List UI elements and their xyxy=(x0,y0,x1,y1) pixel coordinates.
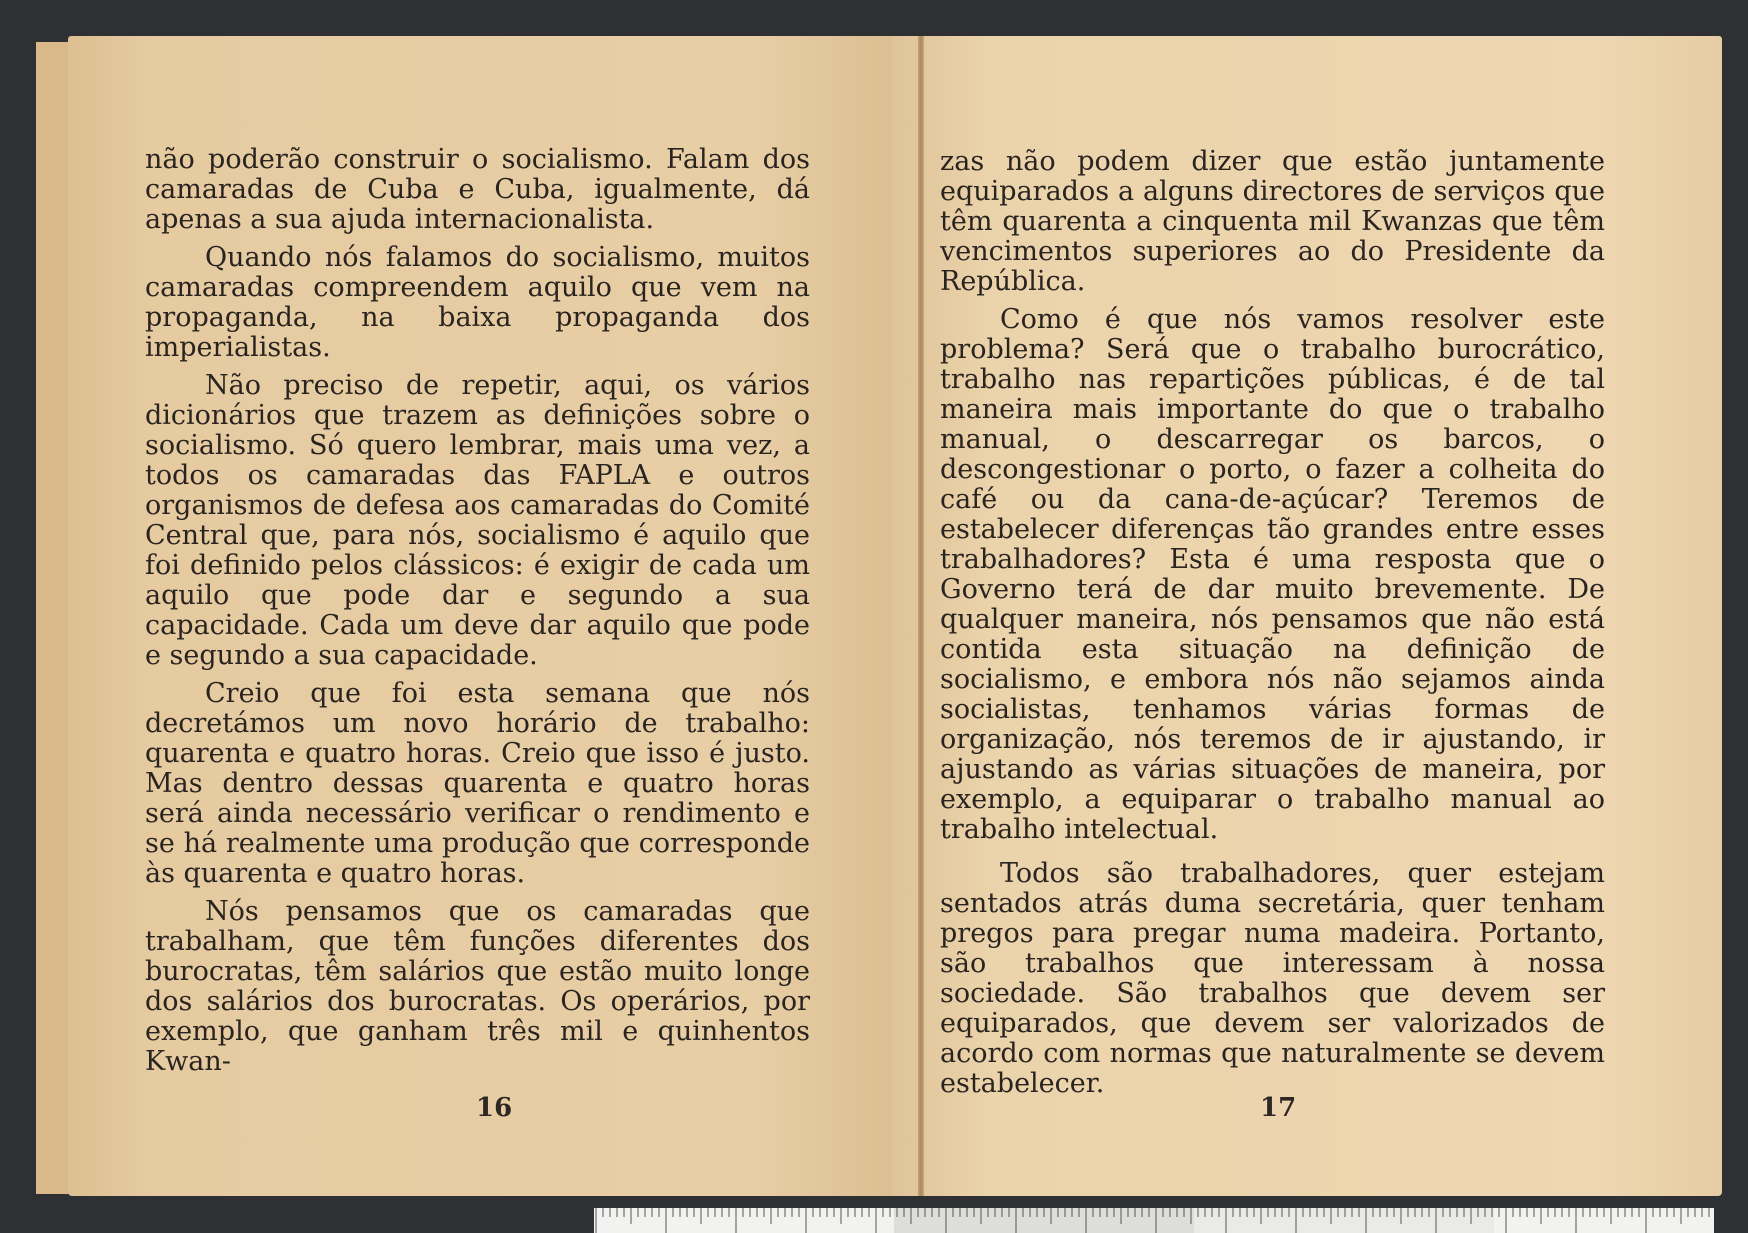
paragraph: zas não podem dizer que estão juntamente equiparados a alguns directores de serviços que têm quarenta a cinquenta mil Kwanzas que têm vencimentos superiores ao do Presidente da República. xyxy=(940,146,1605,297)
paragraph: Como é que nós vamos resolver este problema? Será que o trabalho burocrático, trabalho nas repartições públicas, é de tal maneira mais importante do que o trabalho manual, o descarregar os barcos, o descongestionar o porto, o fazer a colheita do café ou da cana-de-açúcar? Teremos de estabelecer diferenças tão grandes entre esses trabalhadores? Esta é uma resposta que o Governo terá de dar muito brevemente. De qualquer maneira, nós pensamos que não está contida esta situação na definição de socialismo, e embora nós não sejamos ainda socialistas, tenhamos várias formas de organização, nós teremos de ir ajustando, ir ajustando as várias situações de maneira, por exemplo, a equiparar o trabalho manual ao trabalho intelectual. xyxy=(940,304,1605,845)
right-page-text xyxy=(940,147,1605,1107)
left-page-text xyxy=(145,145,810,1085)
paragraph: Creio que foi esta semana que nós decretámos um novo horário de trabalho: quarenta e quatro horas. Creio que isso é justo. Mas dentro dessas quarenta e quatro horas será ainda necessário verificar o rendimento e se há realmente uma produção que corresponde às quarenta e quatro horas. xyxy=(145,678,810,889)
measurement-ruler xyxy=(594,1208,1714,1233)
paragraph: Quando nós falamos do socialismo, muitos camaradas compreendem aquilo que vem na propaganda, na baixa propaganda dos imperialistas. xyxy=(145,242,810,363)
book-gutter xyxy=(918,36,924,1196)
paragraph: não poderão construir o socialismo. Falam dos camaradas de Cuba e Cuba, igualmente, dá apenas a sua ajuda internacionalista. xyxy=(145,144,810,235)
ruler-ticks xyxy=(594,1208,1714,1233)
paragraph: Todos são trabalhadores, quer estejam sentados atrás duma secretária, quer tenham pregos para pregar numa madeira. Portanto, são trabalhos que interessam à nossa sociedade. São trabalhos que devem ser equiparados, que devem ser valorizados de acordo com normas que naturalmente se devem estabelecer. xyxy=(940,858,1605,1099)
page-number-right: 17 xyxy=(1260,1093,1297,1123)
page-number-left: 16 xyxy=(476,1093,513,1123)
paragraph: Nós pensamos que os camaradas que trabalham, que têm funções diferentes dos burocratas, têm salários que estão muito longe dos salários dos burocratas. Os operários, por exemplo, que ganham três mil e quinhentos Kwan- xyxy=(145,896,810,1077)
paragraph: Não preciso de repetir, aqui, os vários dicionários que trazem as definições sobre o socialismo. Só quero lembrar, mais uma vez, a todos os camaradas das FAPLA e outros organismos de defesa aos camaradas do Comité Central que, para nós, socialismo é aquilo que foi definido pelos clássicos: é exigir de cada um aquilo que pode dar e segundo a sua capacidade. Cada um deve dar aquilo que pode e segundo a sua capacidade. xyxy=(145,370,810,671)
